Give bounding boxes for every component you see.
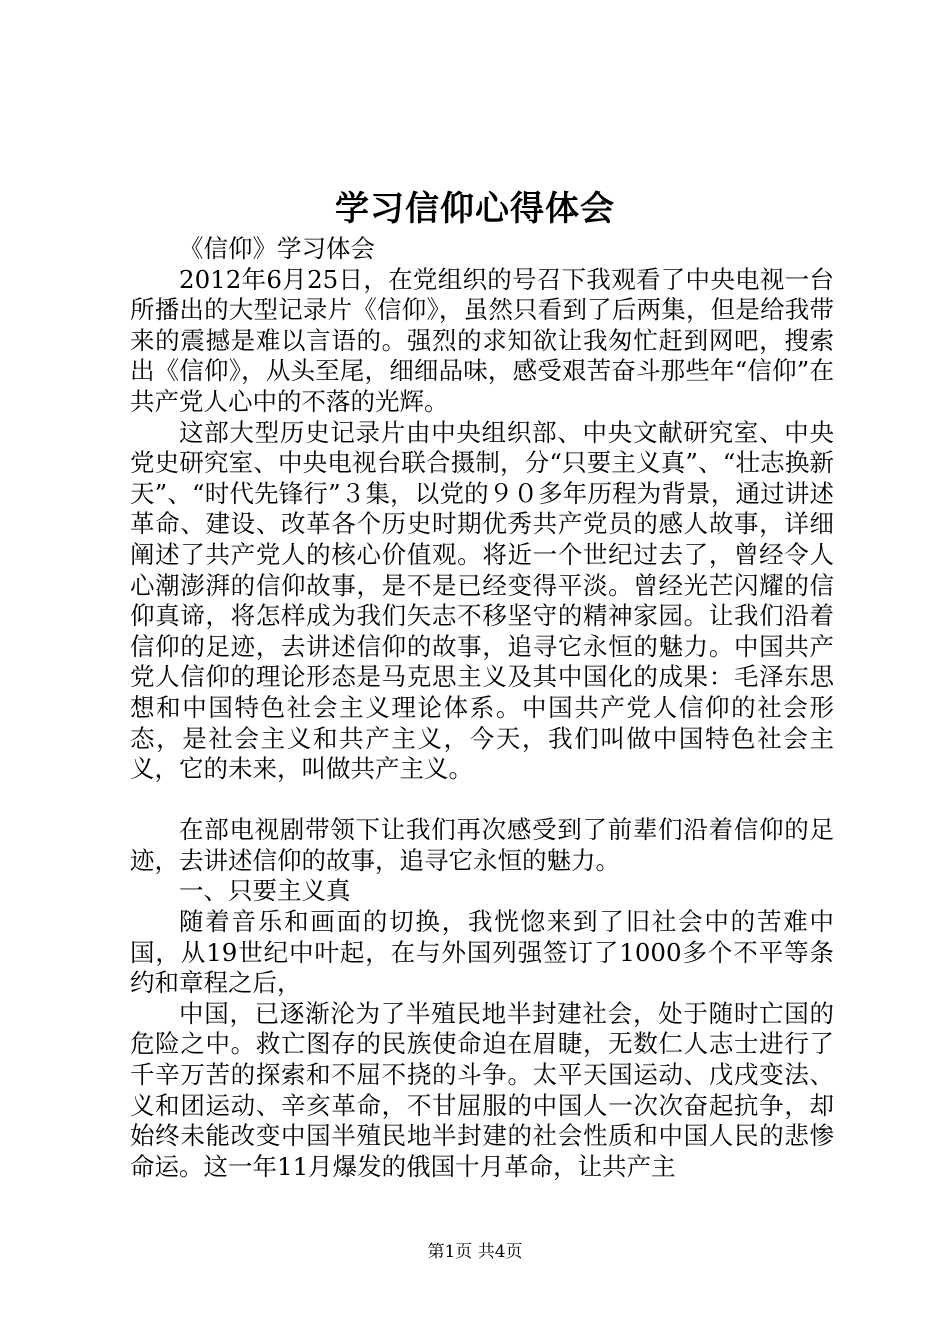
section-heading: 一、只要主义真	[179, 876, 351, 906]
body-paragraph: 随着音乐和画面的切换，我恍惚来到了旧社会中的苦难中国，从19世纪中叶起，在与外国列强签订了1000多个不平等条约和章程之后，	[130, 907, 834, 998]
body-paragraph: 在部电视剧带领下让我们再次感受到了前辈们沿着信仰的足迹，去讲述信仰的故事，追寻它永恒的魅力。	[130, 815, 834, 875]
body-paragraph: 这部大型历史记录片由中央组织部、中央文献研究室、中央党史研究室、中央电视台联合摄制，分“只要主义真”、“壮志换新天”、“时代先锋行”３集，以党的９０多年历程为背景，通过讲述革命、建设、改革各个历史时期优秀共产党员的感人故事，详细阐述了共产党人的核心价值观。将近一个世纪过去了，曾经令人心潮澎湃的信仰故事，是不是已经变得平淡。曾经光芒闪耀的信仰真谛，将怎样成为我们矢志不移坚守的精神家园。让我们沿着信仰的足迹，去讲述信仰的故事，追寻它永恒的魅力。中国共产党人信仰的理论形态是马克思主义及其中国化的成果：毛泽东思想和中国特色社会主义理论体系。中国共产党人信仰的社会形态，是社会主义和共产主义，今天，我们叫做中国特色社会主义，它的未来，叫做共产主义。	[130, 417, 834, 784]
body-paragraph: 2012年6月25日，在党组织的号召下我观看了中央电视一台所播出的大型记录片《信仰》，虽然只看到了后两集，但是给我带来的震撼是难以言语的。强烈的求知欲让我匆忙赶到网吧，搜索出《信仰》，从头至尾，细细品味，感受艰苦奋斗那些年“信仰”在共产党人心中的不落的光辉。	[130, 264, 834, 416]
subtitle-paragraph: 《信仰》学习体会	[179, 234, 375, 263]
page-number-footer: 第1页 共4页	[427, 1242, 523, 1262]
document-title: 学习信仰心得体会	[335, 189, 615, 229]
document-body	[130, 234, 834, 1182]
body-paragraph: 中国，已逐渐沦为了半殖民地半封建社会，处于随时亡国的危险之中。救亡图存的民族使命迫在眉睫，无数仁人志士进行了千辛万苦的探索和不屈不挠的斗争。太平天国运动、戊戌变法、义和团运动、辛亥革命，不甘屈服的中国人一次次奋起抗争，却始终未能改变中国半殖民地半封建的社会性质和中国人民的悲惨命运。这一年11月爆发的俄国十月革命，让共产主	[130, 998, 834, 1181]
